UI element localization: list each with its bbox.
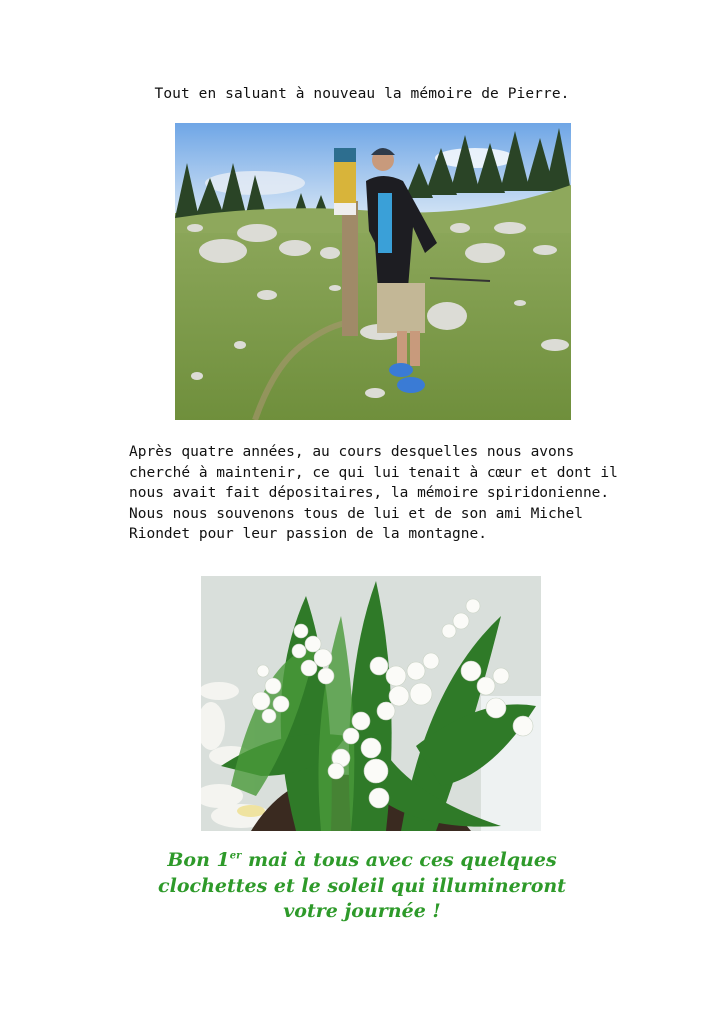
paragraph-line: Riondet pour leur passion de la montagne.	[129, 526, 487, 542]
paragraph-line: nous avait fait dépositaires, la mémoire spiridonienne.	[129, 485, 610, 501]
mountain-hiker-illustration	[175, 123, 571, 420]
greeting-line-1	[0, 848, 724, 874]
paragraph-line: Nous nous souvenons tous de lui et de son ami Michel	[129, 505, 583, 522]
lily-of-the-valley-illustration	[201, 576, 541, 831]
greeting-text-start: Bon 1	[167, 849, 230, 871]
greeting-line-2: clochettes et le soleil qui illumineront	[158, 874, 566, 897]
greeting-line-3: votre journée !	[283, 900, 441, 922]
memorial-paragraph	[129, 442, 649, 545]
mountain-hiker-photo	[175, 123, 571, 420]
lily-of-the-valley-photo	[201, 576, 541, 831]
photo-caption: Tout en saluant à nouveau la mémoire de Pierre.	[154, 86, 570, 102]
greeting-superscript: er	[229, 850, 242, 862]
paragraph-line: Après quatre années, au cours desquelles nous avons	[129, 444, 575, 460]
may-day-greeting	[0, 848, 724, 925]
paragraph-line: cherché à maintenir, ce qui lui tenait à cœur et dont il	[129, 464, 618, 481]
greeting-text-end: mai à tous avec ces quelques	[241, 849, 557, 871]
